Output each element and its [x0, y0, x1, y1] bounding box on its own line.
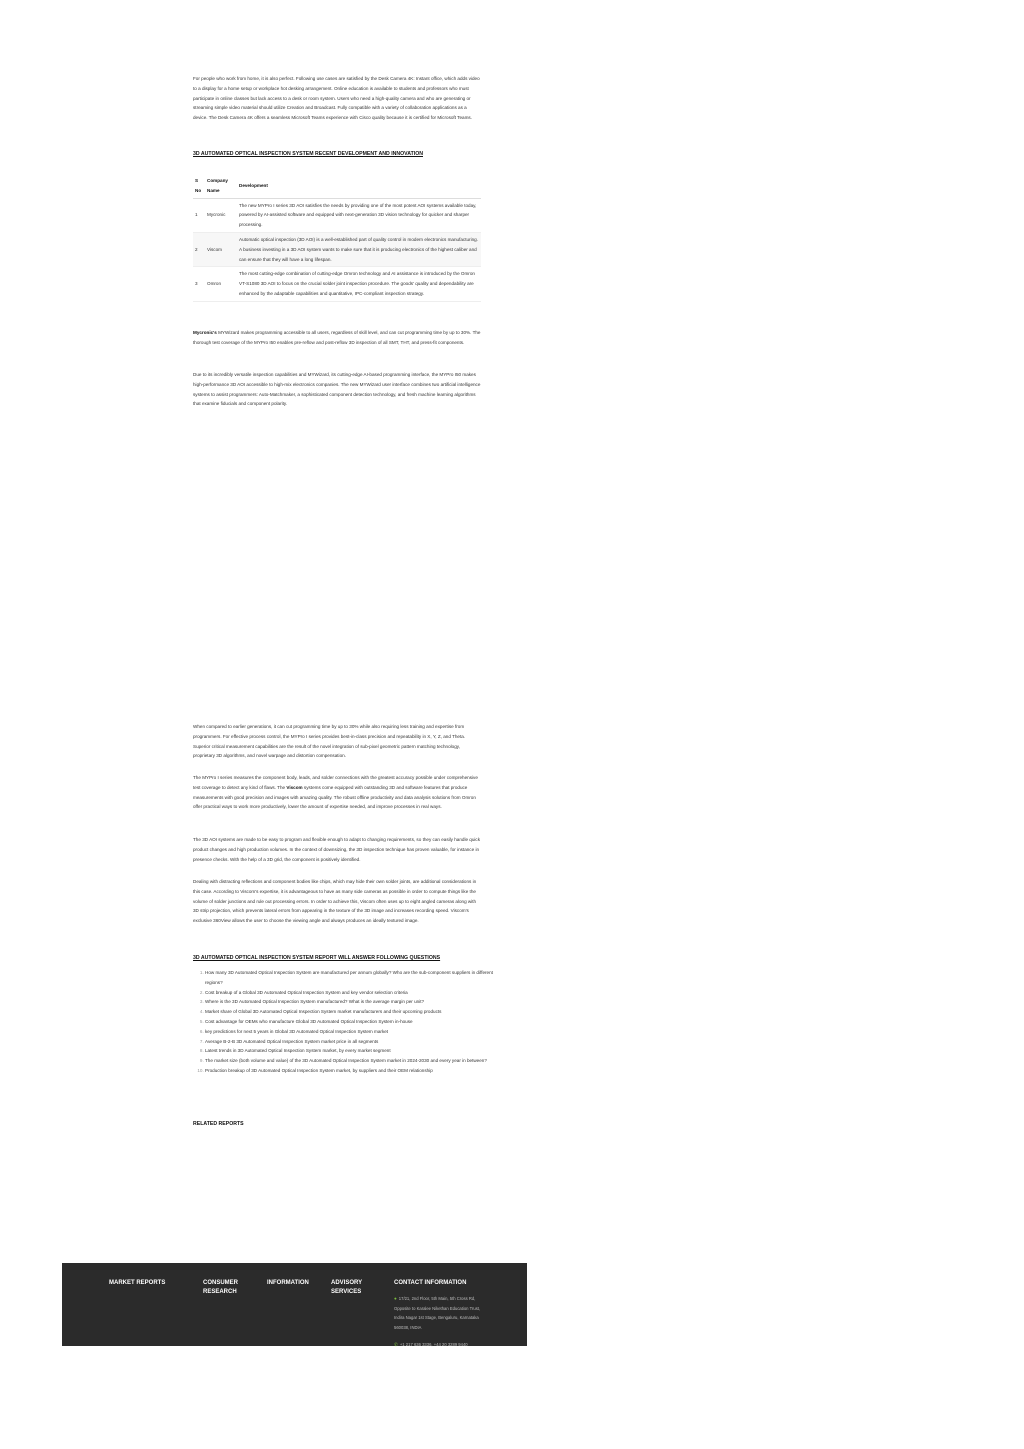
footer-advisory-services-link[interactable]	[331, 1279, 362, 1297]
table-header-row	[193, 174, 481, 198]
footer-consumer-line1: CONSUMER	[203, 1280, 239, 1286]
footer-address	[394, 1294, 489, 1332]
header-development: Development	[239, 182, 268, 188]
footer-advisory-line1: ADVISORY	[331, 1280, 363, 1286]
cell-company: Viscom	[207, 246, 222, 252]
cell-development: Automatic optical inspection (3D AOI) is a well-established part of quality control in modern electronics manufacturing. A business investing in a 3D AOI system wants to make sure that it is producing electronics of the highest caliber and can ensure that they will have a long lifespan.	[239, 236, 478, 262]
footer-contact-info	[394, 1294, 489, 1350]
list-item: 6. key predictions for next 5 years in Global 3D Automated Optical Inspection System market	[205, 1027, 493, 1037]
footer-phone[interactable]	[394, 1340, 489, 1350]
header-sno: S No	[195, 178, 202, 193]
map-pin-icon: ●	[394, 1296, 397, 1301]
development-table	[193, 174, 481, 302]
footer-address-text: 17/21, 2nd Floor, 5th Main, 5th Cross Rd, Opposite to Karalee Nikethan Education Trust, Indira Nagar 1st Stage, Bengaluru, Karnataka 560038, INDIA	[394, 1296, 481, 1330]
phone-icon: ✆	[394, 1342, 398, 1348]
paragraph-viscom-text-b: systems come equipped with outstanding 3D and software features that produce measurements with good precision and images with amazing quality. The robust offline productivity and data analysis solutions from Omron offer practical ways to work more productively, lower the amount of expertise needed, and improve processes in real ways.	[193, 784, 476, 810]
list-item: 8. Latest trends in 3D Automated Optical Inspection System market, by every market segment	[205, 1046, 493, 1056]
paragraph-viscom-text-a: The MYPro I series measures the component body, leads, and solder connections with the greatest accuracy possible under comprehensive test coverage to detect any kind of flaws. The	[193, 775, 478, 790]
table-row	[193, 232, 481, 266]
footer	[62, 1263, 527, 1346]
header-company: Company Name	[207, 178, 228, 193]
paragraph-mycronic-text: MYWizard makes programming accessible to all users, regardless of skill level, and can cut programming time by up to 30%. The thorough test coverage of the MYPro I50 enables pre-reflow and post-reflow 3D inspection of all SMT, THT, and press-fit components.	[193, 330, 481, 345]
list-item: 2. Cost breakup of a Global 3D Automated Optical Inspection System and key vendor selection criteria	[205, 988, 493, 998]
list-item: 5. Cost advantage for OEMs who manufacture Global 3D Automated Optical Inspection System in-house	[205, 1017, 493, 1027]
related-reports-heading: RELATED REPORTS	[193, 1121, 244, 1127]
list-item: 3. Where is the 3D Automated Optical Inspection System manufactured? What is the average margin per unit?	[205, 997, 493, 1007]
footer-advisory-line2: SERVICES	[331, 1289, 362, 1295]
section-heading-development: 3D AUTOMATED OPTICAL INSPECTION SYSTEM RECENT DEVELOPMENT AND INNOVATION	[193, 151, 423, 157]
bold-viscom: Viscom	[286, 784, 303, 790]
footer-information-link[interactable]: INFORMATION	[267, 1280, 309, 1286]
cell-sno: 2	[195, 246, 198, 252]
cell-company: Omron	[207, 281, 222, 287]
list-item: 9. The market size (both volume and value) of the 3D Automated Optical Inspection System market in 2024-2030 and every year in between?	[205, 1056, 493, 1066]
footer-consumer-research-link[interactable]	[203, 1279, 238, 1297]
footer-consumer-line2: RESEARCH	[203, 1289, 237, 1295]
paragraph-viscom	[193, 773, 481, 812]
paragraph-mycronic	[193, 328, 481, 348]
paragraph-reflections: Dealing with distracting reflections and component bodies like chips, which may hide their own solder joints, are additional considerations in this case. According to Viscom's expertise, it is advantageous to have as many side cameras as possible in order to compute things like the volume of solder junctions and rule out processing errors. In order to achieve this, Viscom often uses up to eight angled cameras along with 3D strip projection, which prevents lateral errors from appearing in the texture of the 3D image and increases recording speed. Viscom's exclusive 360View allows the user to choose the viewing angle and always produces an ideally textured image.	[193, 879, 477, 924]
list-item: 4. Market share of Global 3D Automated Optical Inspection System market manufacturers and their upcoming products	[205, 1007, 493, 1017]
footer-contact-title: CONTACT INFORMATION	[394, 1280, 467, 1286]
intro-paragraph: For people who work from home, it is also perfect. Following use cases are satisfied by the Desk Camera 4K: Instant office, which adds video to a display for a home setup or workplace hot desking arrangement. Online education is available to students and professors who must participate in online classes but lack access to a desk or room system. Users who need a high-quality camera and who are generating or streaming simple video material should utilize Creation and Broadcast. Fully compatible with a variety of collaboration applications as a device. The Desk Camera 4K offers a seamless Microsoft Teams experience with Cisco quality because it is certified for Microsoft Teams.	[193, 76, 480, 121]
questions-list	[193, 968, 493, 1076]
table-row	[193, 198, 481, 232]
paragraph-3d-aoi-systems: The 3D AOI systems are made to be easy to program and flexible enough to adapt to changing requirements, so they can easily handle quick product changes and high production volumes. In the context of downsizing, the 3D inspection technique has proven valuable, for instance in presence checks. With the help of a 3D grid, the component is positively identified.	[193, 837, 481, 862]
footer-phone-text: +1 217 636 3336, +44 20 3289 9440	[399, 1342, 468, 1348]
list-item: 7. Average B-2-B 3D Automated Optical Inspection System market price in all segments	[205, 1037, 493, 1047]
paragraph-mypro-i50: Due to its incredibly versatile inspection capabilities and MYWizard, its cutting-edge AI-based programming interface, the MYPro I50 makes high-performance 3D AOI accessible to high-mix electronics companies. The new MYWizard user interface combines two artificial intelligence systems to assist programmers: Auto-Matchmaker, a sophisticated component detection technology, and fresh machine learning algorithms that examine fiducials and component polarity.	[193, 372, 481, 407]
paragraph-programming-time: When compared to earlier generations, it can cut programming time by up to 30% while also requiring less training and expertise from programmers. For effective process control, the MYPro I series provides best-in-class precision and repeatability in X, Y, Z, and Theta. Superior critical measurement capabilities are the result of the novel integration of sub-pixel geometric pattern matching technology, proprietary 3D algorithms, and novel warpage and distortion compensation.	[193, 724, 466, 759]
cell-development: The new MYPro I series 3D AOI satisfies the needs by providing one of the most potent AOI systems available today, powered by AI-assisted software and equipped with next-generation 3D vision technology for quicker and sharper processing.	[239, 202, 477, 228]
list-item: 10. Production breakup of 3D Automated Optical Inspection System market, by suppliers and their OEM relationship	[205, 1066, 493, 1076]
cell-company: Mycronic	[207, 212, 226, 218]
cell-sno: 3	[195, 281, 198, 287]
cell-sno: 1	[195, 212, 198, 218]
cell-development: The most cutting-edge combination of cutting-edge Omron technology and AI assistance is introduced by the Omron VT-S1080 3D AOI to focus on the crucial solder joint inspection procedure. The goods' quality and dependability are enhanced by the adaptable capabilities and quantitative, IPC-compliant inspection strategy.	[239, 271, 475, 296]
bold-mycronic: Mycronic's	[193, 330, 217, 335]
list-item: 1. How many 3D Automated Optical Inspection System are manufactured per annum globally? Who are the sub-component suppliers in different regions?	[205, 968, 493, 988]
footer-market-reports-link[interactable]: MARKET REPORTS	[109, 1280, 166, 1286]
table-row	[193, 267, 481, 301]
section-heading-questions: 3D AUTOMATED OPTICAL INSPECTION SYSTEM REPORT WILL ANSWER FOLLOWING QUESTIONS	[193, 955, 441, 961]
